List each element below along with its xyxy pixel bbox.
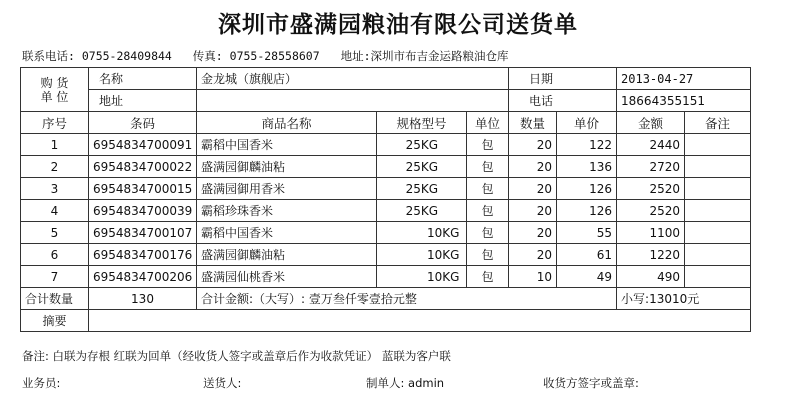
column-header-row [21, 112, 751, 134]
document-title: 深圳市盛满园粮油有限公司送货单 [218, 11, 578, 38]
row-no: 2 [21, 156, 89, 178]
table-row [21, 266, 751, 288]
buyer-name-row [21, 68, 751, 90]
row-price: 136 [557, 156, 617, 178]
row-qty: 20 [509, 244, 557, 266]
receiver-signature: 收货方签字或盖章: [543, 376, 639, 390]
row-product-name: 盛满园仙桃香米 [197, 266, 377, 288]
row-spec: 25KG [377, 178, 467, 200]
row-remark [685, 156, 751, 178]
table-row [21, 134, 751, 156]
row-amount: 1100 [617, 222, 685, 244]
row-qty: 10 [509, 266, 557, 288]
row-no: 1 [21, 134, 89, 156]
buyer-name-label: 名称 [89, 68, 197, 90]
row-amount: 2520 [617, 200, 685, 222]
col-qty: 数量 [509, 112, 557, 134]
row-unit: 包 [467, 222, 509, 244]
memo-value [89, 310, 751, 332]
row-price: 49 [557, 266, 617, 288]
date-label: 日期 [509, 68, 617, 90]
row-remark [685, 134, 751, 156]
phone-value: 18664355151 [617, 90, 751, 112]
row-unit: 包 [467, 266, 509, 288]
salesman-signature: 业务员: [22, 376, 61, 390]
row-barcode: 6954834700107 [89, 222, 197, 244]
row-no: 3 [21, 178, 89, 200]
row-barcode: 6954834700206 [89, 266, 197, 288]
phone-label: 电话 [509, 90, 617, 112]
table-row [21, 222, 751, 244]
row-barcode: 6954834700039 [89, 200, 197, 222]
table-row [21, 156, 751, 178]
row-spec: 10KG [377, 266, 467, 288]
row-unit: 包 [467, 178, 509, 200]
row-barcode: 6954834700176 [89, 244, 197, 266]
row-barcode: 6954834700091 [89, 134, 197, 156]
row-unit: 包 [467, 200, 509, 222]
contact-address: 地址:深圳市布吉金运路粮油仓库 [340, 49, 509, 63]
row-amount: 2720 [617, 156, 685, 178]
total-qty-value: 130 [89, 288, 197, 310]
row-no: 6 [21, 244, 89, 266]
row-no: 5 [21, 222, 89, 244]
col-unit: 单位 [467, 112, 509, 134]
row-unit: 包 [467, 156, 509, 178]
buyer-section-label-line2: 单 位 [40, 89, 69, 104]
row-qty: 20 [509, 222, 557, 244]
contact-line [22, 48, 523, 64]
row-qty: 20 [509, 156, 557, 178]
row-amount: 2440 [617, 134, 685, 156]
row-price: 122 [557, 134, 617, 156]
deliverer-signature: 送货人: [203, 376, 242, 390]
row-unit: 包 [467, 244, 509, 266]
row-product-name: 盛满园御用香米 [197, 178, 377, 200]
row-barcode: 6954834700022 [89, 156, 197, 178]
buyer-section-label [21, 68, 89, 112]
row-unit: 包 [467, 134, 509, 156]
col-spec: 规格型号 [377, 112, 467, 134]
row-remark [685, 222, 751, 244]
col-no: 序号 [21, 112, 89, 134]
row-product-name: 盛满园御麟油粘 [197, 156, 377, 178]
row-remark [685, 200, 751, 222]
row-product-name: 霸稻中国香米 [197, 134, 377, 156]
row-price: 126 [557, 178, 617, 200]
contact-fax: 传真: 0755-28558607 [192, 49, 320, 63]
row-remark [685, 244, 751, 266]
footer-note: 备注: 白联为存根 红联为回单（经收货人签字或盖章后作为收款凭证） 蓝联为客户联 [22, 349, 451, 363]
buyer-address-row [21, 90, 751, 112]
col-price: 单价 [557, 112, 617, 134]
row-amount: 490 [617, 266, 685, 288]
buyer-address-value [197, 90, 509, 112]
col-barcode: 条码 [89, 112, 197, 134]
row-qty: 20 [509, 200, 557, 222]
row-no: 4 [21, 200, 89, 222]
row-spec: 10KG [377, 222, 467, 244]
row-qty: 20 [509, 134, 557, 156]
contact-phone: 联系电话: 0755-28409844 [22, 49, 172, 63]
total-qty-label: 合计数量 [21, 288, 89, 310]
row-spec: 25KG [377, 134, 467, 156]
total-amount-words: 合计金额:（大写）: 壹万叁仟零壹拾元整 [197, 288, 617, 310]
table-row [21, 178, 751, 200]
row-price: 126 [557, 200, 617, 222]
invoice-table [20, 67, 751, 332]
memo-label: 摘要 [21, 310, 89, 332]
memo-row [21, 310, 751, 332]
row-spec: 10KG [377, 244, 467, 266]
row-amount: 1220 [617, 244, 685, 266]
row-product-name: 霸稻珍珠香米 [197, 200, 377, 222]
maker-signature: 制单人: admin [366, 376, 445, 390]
row-spec: 25KG [377, 156, 467, 178]
row-product-name: 盛满园御麟油粘 [197, 244, 377, 266]
table-row [21, 200, 751, 222]
buyer-address-label: 地址 [89, 90, 197, 112]
row-barcode: 6954834700015 [89, 178, 197, 200]
row-no: 7 [21, 266, 89, 288]
row-spec: 25KG [377, 200, 467, 222]
col-product-name: 商品名称 [197, 112, 377, 134]
buyer-section-label-line1: 购 货 [40, 75, 69, 90]
totals-row [21, 288, 751, 310]
row-product-name: 霸稻中国香米 [197, 222, 377, 244]
col-amount: 金额 [617, 112, 685, 134]
row-remark [685, 178, 751, 200]
row-remark [685, 266, 751, 288]
row-price: 55 [557, 222, 617, 244]
row-qty: 20 [509, 178, 557, 200]
table-row [21, 244, 751, 266]
total-amount-small: 小写:13010元 [617, 288, 751, 310]
row-price: 61 [557, 244, 617, 266]
buyer-name-value: 金龙城（旗舰店） [197, 68, 509, 90]
col-remark: 备注 [685, 112, 751, 134]
row-amount: 2520 [617, 178, 685, 200]
date-value: 2013-04-27 [617, 68, 751, 90]
